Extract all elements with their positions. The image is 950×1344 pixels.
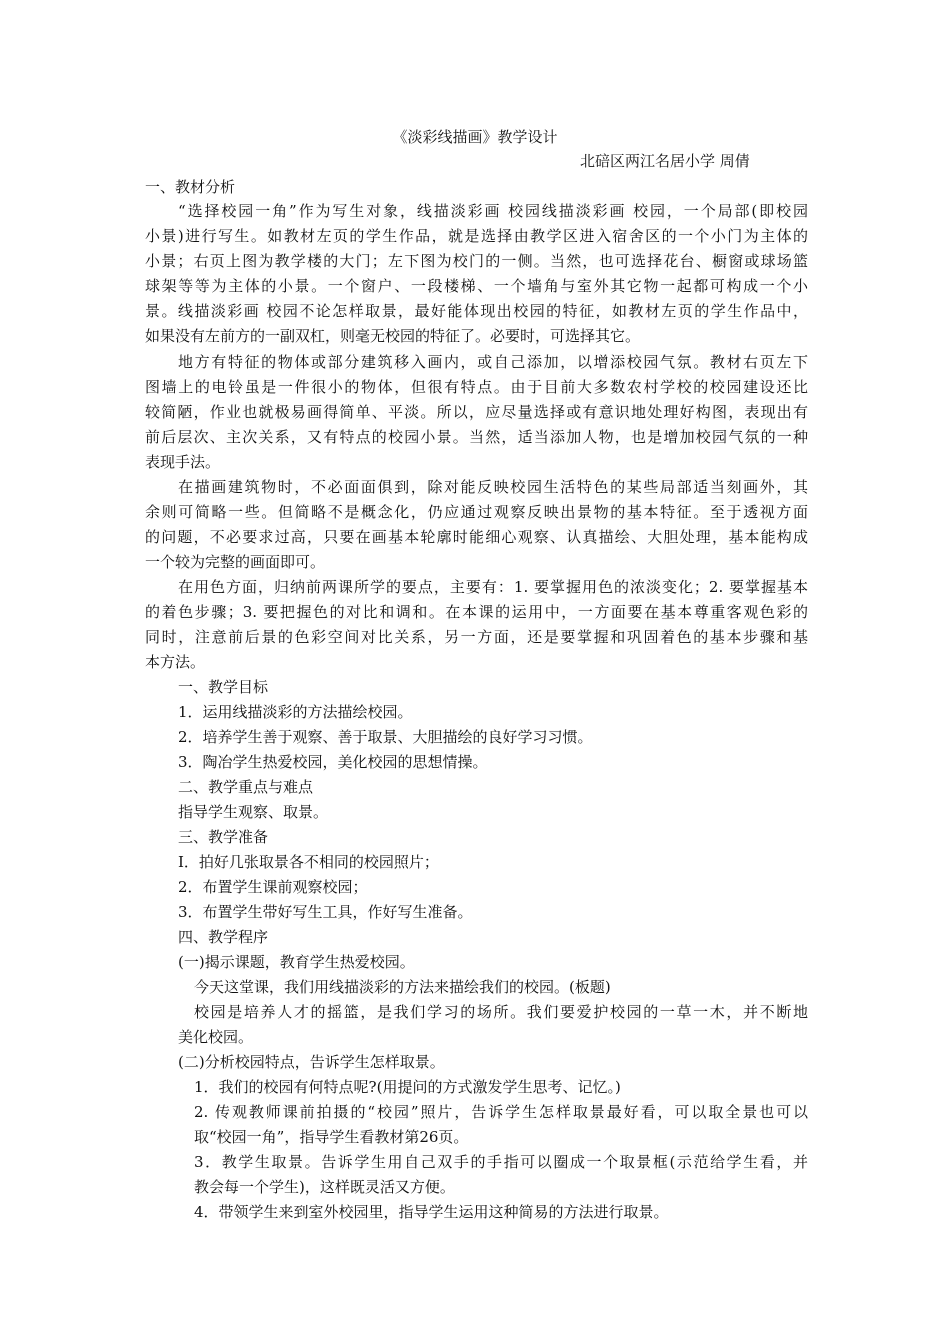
procedure-step-heading: (二)分析校园特点，告诉学生怎样取景。 bbox=[178, 1053, 445, 1071]
goal-item: 3．陶冶学生热爱校园，美化校园的思想情操。 bbox=[178, 753, 488, 771]
goal-item: 1．运用线描淡彩的方法描绘校园。 bbox=[178, 703, 413, 721]
procedure-item: 取“校园一角”，指导学生看教材第26页。 bbox=[194, 1128, 469, 1146]
paragraph-line: 的着色步骤；3. 要把握色的对比和调和。在本课的运用中，一方面要在基本尊重客观色彩的 bbox=[145, 603, 808, 621]
procedure-item: 3．教学生取景。告诉学生用自己双手的手指可以圈成一个取景框(示范给学生看，并 bbox=[194, 1153, 808, 1171]
paragraph-line: 前后层次、主次关系，又有特点的校园小景。当然，适当添加人物，也是增加校园气氛的一种 bbox=[145, 428, 808, 446]
section-heading-preparation: 三、教学准备 bbox=[178, 828, 269, 846]
section-heading-textbook-analysis: 一、教材分析 bbox=[145, 178, 236, 196]
procedure-item: 教会每一个学生)，这样既灵活又方便。 bbox=[194, 1178, 455, 1196]
section-heading-focus: 二、教学重点与难点 bbox=[178, 778, 314, 796]
paragraph-line: 在用色方面，归纳前两课所学的要点，主要有：1. 要掌握用色的浓淡变化；2. 要掌握基本 bbox=[178, 578, 808, 596]
paragraph-line: “选择校园一角”作为写生对象，线描淡彩画 校园线描淡彩画 校园，一个局部(即校园 bbox=[178, 202, 808, 220]
focus-text: 指导学生观察、取景。 bbox=[178, 803, 329, 821]
paragraph-line: 如果没有左前方的一副双杠，则毫无校园的特征了。必要时，可选择其它。 bbox=[145, 327, 641, 345]
procedure-item: 2. 传观教师课前拍摄的“校园”照片，告诉学生怎样取景最好看，可以取全景也可以 bbox=[194, 1103, 808, 1121]
prep-item: I．拍好几张取景各不相同的校园照片； bbox=[178, 853, 439, 871]
paragraph-line: 一个较为完整的画面即可。 bbox=[145, 553, 326, 571]
paragraph-line: 同时，注意前后景的色彩空间对比关系，另一方面，还是要掌握和巩固着色的基本步骤和基 bbox=[145, 628, 808, 646]
procedure-step-heading: (一)揭示课题，教育学生热爱校园。 bbox=[178, 953, 415, 971]
paragraph-line: 景。线描淡彩画 校园不论怎样取景，最好能体现出校园的特征，如教材左页的学生作品中， bbox=[145, 302, 808, 320]
prep-item: 3．布置学生带好写生工具，作好写生准备。 bbox=[178, 903, 473, 921]
procedure-text: 今天这堂课，我们用线描淡彩的方法来描绘我们的校园。(板题) bbox=[194, 978, 611, 996]
author-line: 北碚区两江名居小学 周倩 bbox=[580, 152, 750, 170]
procedure-item: 4．带领学生来到室外校园里，指导学生运用这种简易的方法进行取景。 bbox=[194, 1203, 669, 1221]
paragraph-line: 余则可简略一些。但简略不是概念化，仍应通过观察反映出景物的基本特征。至于透视方面 bbox=[145, 503, 808, 521]
paragraph-line: 在描画建筑物时，不必面面俱到，除对能反映校园生活特色的某些局部适当刻画外，其 bbox=[178, 478, 808, 496]
section-heading-teaching-goals: 一、教学目标 bbox=[178, 678, 269, 696]
paragraph-line: 地方有特征的物体或部分建筑移入画内，或自己添加，以增添校园气氛。教材右页左下 bbox=[178, 353, 808, 371]
prep-item: 2．布置学生课前观察校园； bbox=[178, 878, 368, 896]
section-heading-procedure: 四、教学程序 bbox=[178, 928, 269, 946]
paragraph-line: 较简陋，作业也就极易画得简单、平淡。所以，应尽量选择或有意识地处理好构图，表现出有 bbox=[145, 403, 808, 421]
goal-item: 2．培养学生善于观察、善于取景、大胆描绘的良好学习习惯。 bbox=[178, 728, 593, 746]
procedure-item: 1．我们的校园有何特点呢?(用提问的方式激发学生思考、记忆。) bbox=[194, 1078, 621, 1096]
paragraph-line: 图墙上的电铃虽是一件很小的物体，但很有特点。由于目前大多数农村学校的校园建设还比 bbox=[145, 378, 808, 396]
procedure-text: 美化校园。 bbox=[178, 1028, 254, 1046]
paragraph-line: 小景；右页上图为教学楼的大门；左下图为校门的一侧。当然，也可选择花台、橱窗或球场篮 bbox=[145, 252, 808, 270]
procedure-text: 校园是培养人才的摇篮，是我们学习的场所。我们要爱护校园的一草一木，并不断地 bbox=[194, 1003, 808, 1021]
paragraph-line: 的问题，不必要求过高，只要在画基本轮廓时能细心观察、认真描绘、大胆处理，基本能构成 bbox=[145, 528, 808, 546]
paragraph-line: 小景)进行写生。如教材左页的学生作品，就是选择由教学区进入宿舍区的一个小门为主体的 bbox=[145, 227, 808, 245]
paragraph-line: 表现手法。 bbox=[145, 453, 221, 471]
paragraph-line: 球架等等为主体的小景。一个窗户、一段楼梯、一个墙角与室外其它物一起都可构成一个小 bbox=[145, 277, 808, 295]
paragraph-line: 本方法。 bbox=[145, 653, 206, 671]
document-title: 《淡彩线描画》教学设计 bbox=[392, 128, 558, 146]
